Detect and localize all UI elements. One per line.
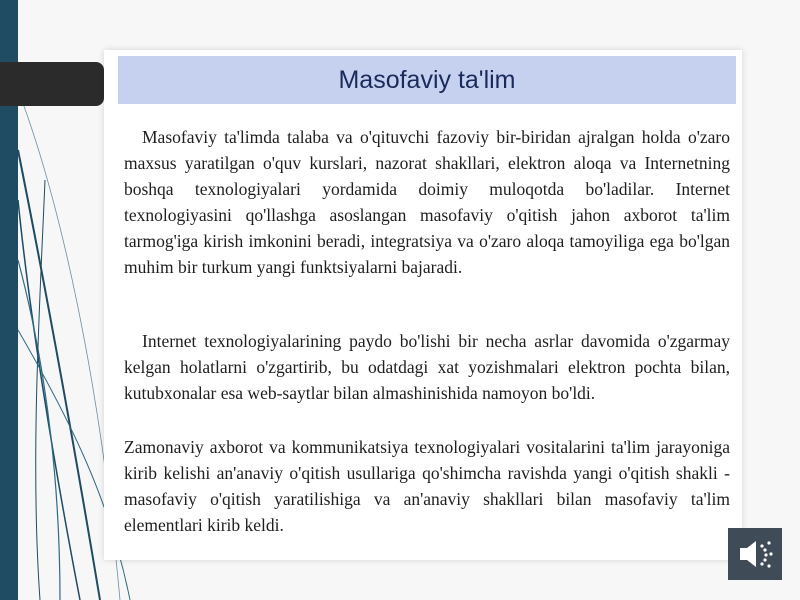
paragraph-2: Internet texnologiyalarining paydo bo'lishi bir necha asrlar davomida o'zgarmay kelgan holatlarni o'zgartirib, bu odatdagi xat yozishmalari elektron pochta bilan, kutubxonalar esa web-saytlar bilan almashinishida namoyon bo'ldi. — [124, 331, 730, 403]
paragraph-3: Zamonaviy axborot va kommunikatsiya texnologiyalari vositalarini ta'lim jarayoniga kirib kelishi an'anaviy o'qitish usullariga qo'shimcha ravishda yangi o'qitish shakli - masofaviy o'qitish yaratilishiga va an'anaviy shakllari bilan masofaviy ta'lim elementlari kirib keldi. — [124, 437, 730, 535]
paragraph-1: Masofaviy ta'limda talaba va o'qituvchi fazoviy bir-biridan ajralgan holda o'zaro maxsus yaratilgan o'quv kurslari, nazorat shakllari, elektron aloqa va Internetning boshqa texnologiyalari yordamida doimiy muloqotda bo'ladilar. Internet texnologiyasini qo'llashga asoslangan masofaviy o'qitish jahon axborot ta'lim tarmog'iga kirish imkonini beradi, integratsiya va o'zaro aloqa tamoyiliga ega bo'lgan muhim bir turkum yangi funktsiyalarni bajaradi. — [124, 127, 730, 277]
black-tab-decoration — [0, 62, 104, 106]
audio-button[interactable] — [728, 528, 782, 580]
title-bar — [118, 56, 736, 104]
speaker-icon — [735, 534, 775, 574]
slide-title: Masofaviy ta'lim — [338, 65, 516, 94]
content-panel — [104, 50, 742, 560]
